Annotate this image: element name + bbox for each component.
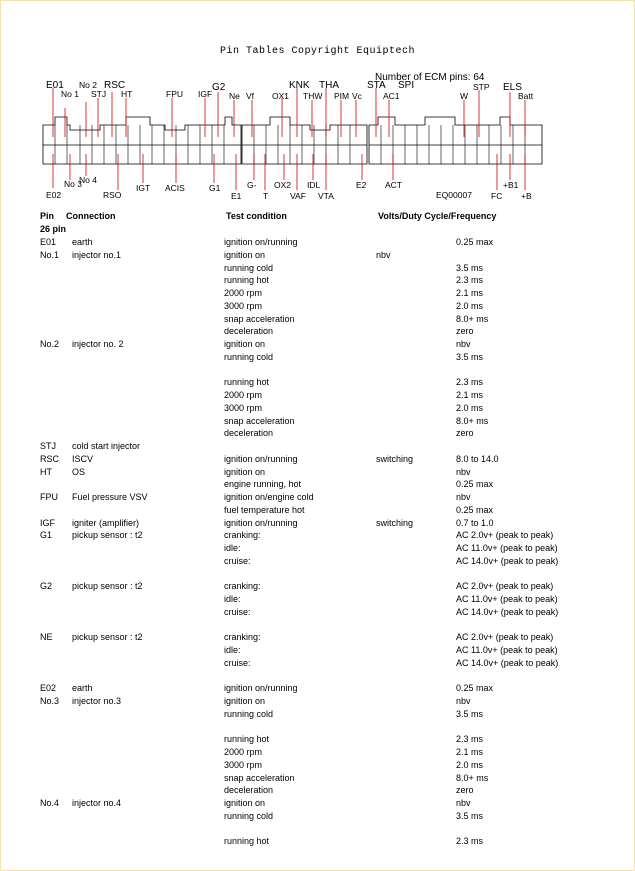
pin-cell: STJ (40, 441, 57, 451)
value-cell: zero (456, 428, 474, 439)
pin-label-rso: RSO (103, 190, 122, 200)
value-cell: AC 11.0v+ (peak to peak) (456, 594, 558, 604)
pin-label-vaf: VAF (290, 191, 306, 201)
pin-label-els: ELS (503, 82, 522, 93)
test-condition-cell: ignition on/running (224, 453, 298, 464)
pin-label-knk: KNK (289, 80, 310, 91)
test-condition-cell: running cold (224, 810, 274, 821)
pin-label-e02: E02 (46, 190, 62, 200)
value-cell: 3.5 ms (456, 708, 484, 719)
table-row (0, 389, 635, 402)
value-cell: nbv (456, 466, 471, 477)
table-row (0, 580, 635, 593)
table-row (0, 631, 635, 644)
value-cell: 2.1 ms (456, 747, 484, 757)
table-row (0, 746, 635, 759)
value-cell: 0.25 max (456, 683, 494, 694)
table-row (0, 810, 635, 823)
table-row (0, 274, 635, 287)
test-condition-cell: cruise: (224, 555, 251, 566)
table-row (0, 338, 635, 351)
pin-label-no1: No 1 (61, 89, 79, 99)
pin-cell: No.4 (40, 798, 60, 808)
pin-label-acis: ACIS (165, 183, 185, 193)
value-cell: nbv (456, 798, 471, 808)
connection-cell: pickup sensor : t2 (72, 581, 143, 592)
table-row (0, 619, 635, 632)
value-cell: 8.0 to 14.0 (456, 453, 499, 464)
table-row (0, 249, 635, 262)
pin-label-vf: Vf (246, 91, 255, 101)
test-condition-cell: deceleration (224, 428, 274, 439)
value-cell: AC 2.0v+ (peak to peak) (456, 581, 554, 592)
table-row (0, 772, 635, 785)
header-connection: Connection (66, 211, 116, 221)
value-cell: 2.3 ms (456, 275, 484, 286)
pin-cell: G2 (40, 581, 53, 592)
value-cell: 8.0+ ms (456, 415, 489, 426)
pin-label-idl: IDL (307, 180, 321, 190)
value-cell: 0.25 max (456, 479, 494, 490)
test-condition-cell: 2000 rpm (224, 390, 263, 400)
value-cell: AC 14.0v+ (peak to peak) (456, 555, 559, 566)
test-condition-cell: running cold (224, 708, 274, 719)
test-condition-cell: snap acceleration (224, 415, 295, 426)
pin-label-g1: G1 (209, 183, 221, 193)
connection-cell: pickup sensor : t2 (72, 530, 143, 541)
test-condition-cell: running hot (224, 734, 270, 745)
table-row (0, 797, 635, 810)
value-cell: 0.25 max (456, 504, 494, 515)
table-row (0, 721, 635, 734)
pin-label-spi: SPI (398, 80, 415, 91)
table-row (0, 784, 635, 797)
table-row (0, 325, 635, 338)
table-row (0, 670, 635, 683)
table-row (0, 593, 635, 606)
pin-label-e01: E01 (46, 80, 64, 91)
table-row (0, 491, 635, 504)
table-row (0, 657, 635, 670)
pin-cell: E02 (40, 683, 57, 694)
pin-label-g-: G- (247, 180, 257, 190)
pin-cell: FPU (40, 492, 58, 502)
test-condition-cell: running hot (224, 377, 270, 388)
pin-label-t: T (263, 191, 269, 201)
test-condition-cell: 3000 rpm (224, 759, 263, 770)
pin-label-b: +B (521, 191, 532, 201)
table-row (0, 759, 635, 772)
part-code: EQ00007 (436, 190, 472, 200)
value-cell: 2.0 ms (456, 759, 484, 770)
table-row (0, 644, 635, 657)
value-cell: nbv (456, 339, 471, 349)
pin-label-ht: HT (121, 89, 133, 99)
pin-label-stp: STP (473, 82, 490, 92)
value-cell: 3.5 ms (456, 351, 484, 362)
table-row (0, 568, 635, 581)
value-cell: 2.0 ms (456, 402, 484, 413)
pin-label-sta: STA (367, 80, 386, 91)
pin-label-ox2: OX2 (274, 180, 292, 190)
pin-cell: No.1 (40, 249, 60, 260)
value-cell: AC 2.0v+ (peak to peak) (456, 632, 554, 643)
table-row (0, 542, 635, 555)
table-row (0, 376, 635, 389)
connection-cell: pickup sensor : t2 (72, 632, 143, 643)
pin-count-subheader: 26 pin (40, 224, 67, 234)
connection-cell: injector no. 2 (72, 339, 124, 349)
pin-label-no3: No 3 (64, 179, 82, 189)
connection-cell: igniter (amplifier) (72, 517, 140, 528)
ecm-connector-diagram (0, 70, 635, 210)
test-condition-cell: ignition on (224, 696, 266, 706)
test-condition-cell: fuel temperature hot (224, 504, 305, 515)
volts-cell: switching (376, 517, 414, 528)
pin-label-igf: IGF (198, 89, 213, 99)
pin-label-rsc: RSC (104, 80, 126, 91)
value-cell: 8.0+ ms (456, 313, 489, 324)
value-cell: 8.0+ ms (456, 772, 489, 783)
table-row (0, 695, 635, 708)
test-condition-cell: snap acceleration (224, 313, 295, 324)
pin-label-act: ACT (385, 180, 402, 190)
pin-label-no2: No 2 (79, 80, 97, 90)
connection-cell: cold start injector (72, 441, 141, 451)
test-condition-cell: running hot (224, 275, 270, 286)
pin-label-w: W (460, 91, 469, 101)
table-row (0, 529, 635, 542)
table-row (0, 364, 635, 377)
pin-cell: IGF (40, 517, 55, 528)
pin-label-e2: E2 (356, 180, 367, 190)
test-condition-cell: snap acceleration (224, 772, 295, 783)
table-row (0, 733, 635, 746)
pin-label-fc: FC (491, 191, 503, 201)
volts-cell: switching (376, 453, 414, 464)
ecm-pins-label: Number of ECM pins: 64 (375, 72, 485, 83)
table-row (0, 351, 635, 364)
table-row (0, 415, 635, 428)
value-cell: 2.3 ms (456, 377, 484, 388)
table-row (0, 466, 635, 479)
table-row (0, 823, 635, 836)
test-condition-cell: 2000 rpm (224, 747, 263, 757)
connection-cell: injector no.1 (72, 249, 122, 260)
test-condition-cell: 3000 rpm (224, 300, 263, 311)
page-title: Pin Tables Copyright Equiptech (219, 46, 416, 57)
pin-label-no4: No 4 (79, 175, 97, 185)
pin-label-ox1: OX1 (272, 91, 290, 101)
test-condition-cell: ignition on/running (224, 683, 298, 694)
value-cell: AC 2.0v+ (peak to peak) (456, 530, 554, 541)
table-row (0, 517, 635, 530)
table-row (0, 708, 635, 721)
value-cell: 2.3 ms (456, 836, 484, 847)
pin-cell: NE (40, 632, 53, 643)
test-condition-cell: cranking: (224, 632, 261, 643)
pin-label-igt: IGT (136, 183, 151, 193)
pin-label-batt: Batt (518, 91, 534, 101)
value-cell: AC 11.0v+ (peak to peak) (456, 645, 558, 655)
volts-cell: nbv (376, 249, 391, 260)
pin-label-e1: E1 (231, 191, 242, 201)
pin-label-g2: G2 (212, 82, 226, 93)
pin-label-fpu: FPU (166, 89, 183, 99)
table-row (0, 313, 635, 326)
connection-cell: ISCV (72, 453, 94, 464)
table-row (0, 555, 635, 568)
table-row (0, 262, 635, 275)
test-condition-cell: deceleration (224, 785, 274, 796)
pin-label-stj: STJ (91, 89, 107, 99)
pin-label-pim: PIM (334, 91, 350, 101)
pin-label-vc: Vc (352, 91, 362, 101)
test-condition-cell: running hot (224, 836, 270, 847)
value-cell: 2.0 ms (456, 300, 484, 311)
test-condition-cell: 3000 rpm (224, 402, 263, 413)
value-cell: AC 14.0v+ (peak to peak) (456, 657, 559, 668)
header-pin: Pin (40, 211, 55, 221)
test-condition-cell: cruise: (224, 606, 251, 617)
header-test-condition: Test condition (226, 211, 287, 221)
connection-cell: earth (72, 237, 93, 247)
value-cell: zero (456, 785, 474, 796)
pin-dividers (55, 125, 525, 164)
table-row (0, 478, 635, 491)
value-cell: AC 14.0v+ (peak to peak) (456, 606, 559, 617)
table-row (0, 440, 635, 453)
test-condition-cell: 2000 rpm (224, 288, 263, 298)
value-cell: AC 11.0v+ (peak to peak) (456, 543, 558, 553)
value-cell: 2.3 ms (456, 734, 484, 745)
test-condition-cell: cranking: (224, 530, 261, 541)
connection-cell: earth (72, 683, 93, 694)
test-condition-cell: running cold (224, 262, 274, 273)
pin-label-vta: VTA (318, 191, 334, 201)
pin-cell: HT (40, 466, 52, 477)
pin-label-ne: Ne (229, 91, 240, 101)
connection-cell: Fuel pressure VSV (72, 492, 148, 502)
test-condition-cell: engine running, hot (224, 479, 302, 490)
test-condition-cell: idle: (224, 543, 241, 553)
test-condition-cell: ignition on (224, 798, 266, 808)
pin-label-thw: THW (303, 91, 323, 101)
header-volts: Volts/Duty Cycle/Frequency (378, 211, 497, 221)
table-row (0, 427, 635, 440)
table-row (0, 606, 635, 619)
test-condition-cell: ignition on/running (224, 237, 298, 247)
value-cell: 2.1 ms (456, 288, 484, 298)
pin-label-ac1: AC1 (383, 91, 400, 101)
pin-cell: No.2 (40, 339, 60, 349)
value-cell: nbv (456, 492, 471, 502)
value-cell: 0.7 to 1.0 (456, 517, 494, 528)
test-condition-cell: idle: (224, 645, 241, 655)
test-condition-cell: ignition on/running (224, 517, 298, 528)
test-condition-cell: idle: (224, 594, 241, 604)
value-cell: 2.1 ms (456, 390, 484, 400)
table-row (0, 835, 635, 848)
table-row (0, 287, 635, 300)
test-condition-cell: ignition on (224, 249, 266, 260)
table-row (0, 300, 635, 313)
test-condition-cell: ignition on/engine cold (224, 492, 314, 502)
value-cell: 0.25 max (456, 237, 494, 247)
pin-cell: E01 (40, 237, 57, 247)
table-row (0, 504, 635, 517)
pin-cell: G1 (40, 530, 53, 541)
value-cell: 3.5 ms (456, 810, 484, 821)
connection-cell: injector no.3 (72, 696, 122, 706)
table-row (0, 453, 635, 466)
value-cell: nbv (456, 696, 471, 706)
table-row (0, 236, 635, 249)
table-row (0, 402, 635, 415)
table-row (0, 682, 635, 695)
pin-label-tha: THA (319, 80, 339, 91)
test-condition-cell: ignition on (224, 466, 266, 477)
test-condition-cell: deceleration (224, 326, 274, 337)
test-condition-cell: ignition on (224, 339, 266, 349)
pin-cell: No.3 (40, 696, 60, 706)
value-cell: zero (456, 326, 474, 337)
test-condition-cell: cruise: (224, 657, 251, 668)
pin-label-b1: +B1 (503, 180, 519, 190)
test-condition-cell: running cold (224, 351, 274, 362)
value-cell: 3.5 ms (456, 262, 484, 273)
pin-cell: RSC (40, 453, 60, 464)
test-condition-cell: cranking: (224, 581, 261, 592)
connection-cell: OS (72, 466, 86, 477)
connection-cell: injector no.4 (72, 798, 122, 808)
